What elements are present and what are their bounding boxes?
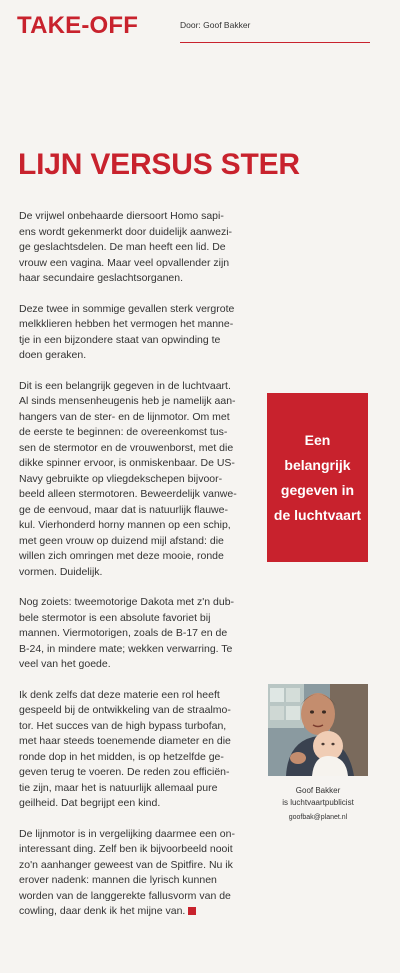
text-line: Navy gebruikte op vliegdekschepen bijvoor- [19,472,223,485]
text-line: Nog zoiets: tweemotorige Dakota met z'n dub- [19,596,235,608]
text-line: ge geslachtsdelen. De man heeft een lid. De [19,241,226,253]
article-title: LIJN VERSUS STER [18,148,300,181]
text-line: dikke spinner ervoor, is onmiskenbaar. De US- [19,457,235,469]
pull-quote-line: belangrijk [284,456,351,473]
text-line: mannen. Viermotorigen, zoals de B-17 en de [19,627,228,639]
text-line: De lijnmotor is in vergelijking daarmee een on- [19,827,235,840]
text-line: bele stermotor is een absolute favoriet bij [19,611,211,624]
text-line: hangers van de ster- en de lijnmotor. Om met [19,410,230,423]
paragraph-6 [19,827,264,920]
text-line: geven terug te voeren. De reden zou efficiën- [19,766,230,778]
text-line: sen de stermotor en de vrouwenborst, met die [19,441,234,454]
text-line: De vrijwel onbehaarde diersoort Homo sapi- [19,210,224,222]
text-line: worden van de langgerekte fallusvorm van de [19,889,231,902]
text-line: ge de eenvoud, maar dat is natuurlijk flauwe- [19,503,228,516]
end-mark-icon [188,907,196,915]
text-line: met haar steeds toenemende diameter en die [19,735,231,747]
text-line: ronde dop in het midden, is op hetzelfde ge- [19,750,224,763]
pull-quote [267,393,368,562]
text-line: kul. Vierhonderd horny mannen op een schip, [19,519,231,531]
text-line [19,904,264,920]
pull-quote-line: Een [304,431,331,448]
author-photo-illustration [268,684,368,776]
byline: Door: Goof Bakker [180,20,251,30]
text-line: veel van het goede. [19,658,111,670]
pull-quote-line: de luchtvaart [273,506,362,523]
paragraph-4 [19,595,264,673]
paragraph-3 [19,379,264,581]
text-line: Dit is een belangrijk gegeven in de luchtvaart. [19,379,231,392]
text-line: met geen vrouw op duizend mijl afstand: die [19,534,224,547]
paragraph-2 [19,302,264,364]
caption-role: is luchtvaartpublicist [282,798,354,807]
text-line: vormen. Duidelijk. [19,565,103,578]
text-line: erover nadenk: mannen die lyrisch kunnen [19,874,217,886]
text-line: tor. Het succes van de high bypass turbofan, [19,719,227,732]
text-line-end: cowling, daar denk ik het mijne van. [19,905,186,917]
header-rule [180,42,370,43]
text-line: tie zijn, maar het is natuurlijk allemaal pure [19,781,218,794]
text-line: ens wordt gekenmerkt door duidelijk aanwezi- [19,225,233,238]
text-line: B-24, in mindere mate; wekken verwarring. Te [19,642,233,655]
text-line: interessant ding. Zelf ben ik bijvoorbeeld nooit [19,843,233,855]
caption-email: goofbak@planet.nl [288,814,348,821]
text-line: haar secundaire geslachtsorganen. [19,272,184,284]
text-line: geilheid. Dat begrijpt een kind. [19,797,161,809]
text-line: gespeeld bij de ontwikkeling van de straalmo- [19,704,231,716]
section-title: TAKE-OFF [17,12,139,39]
photo-caption [268,785,368,824]
text-line: melkklieren hebben het vermogen het manne- [19,318,234,330]
text-line: Deze twee in sommige gevallen sterk vergrote [19,302,235,315]
text-line: Al sinds mensenheugenis heb je namelijk aan- [19,395,236,407]
pull-quote-line: gegeven in [280,481,355,498]
text-line: zo'n aanhanger geweest van de Spitfire. Nu ik [19,858,233,871]
author-photo [268,684,368,776]
text-line: tje in een bijzondere staat van opwinding te [19,333,221,346]
text-line: doen geraken. [19,349,87,361]
text-line: beeld alleen stermotoren. Beweerdelijk vanwe- [19,488,237,500]
text-line: willen zich omringen met deze mooie, ronde [19,550,224,562]
article-body [19,209,264,935]
text-line: Ik denk zelfs dat deze materie een rol heeft [19,688,220,701]
paragraph-5 [19,688,264,812]
text-line: vrouw een vagina. Maar veel opvallender zijn [19,256,230,269]
text-line: de eerste te beginnen: de overeenkomst tus- [19,426,228,438]
caption-name: Goof Bakker [295,786,341,795]
paragraph-1 [19,209,264,287]
